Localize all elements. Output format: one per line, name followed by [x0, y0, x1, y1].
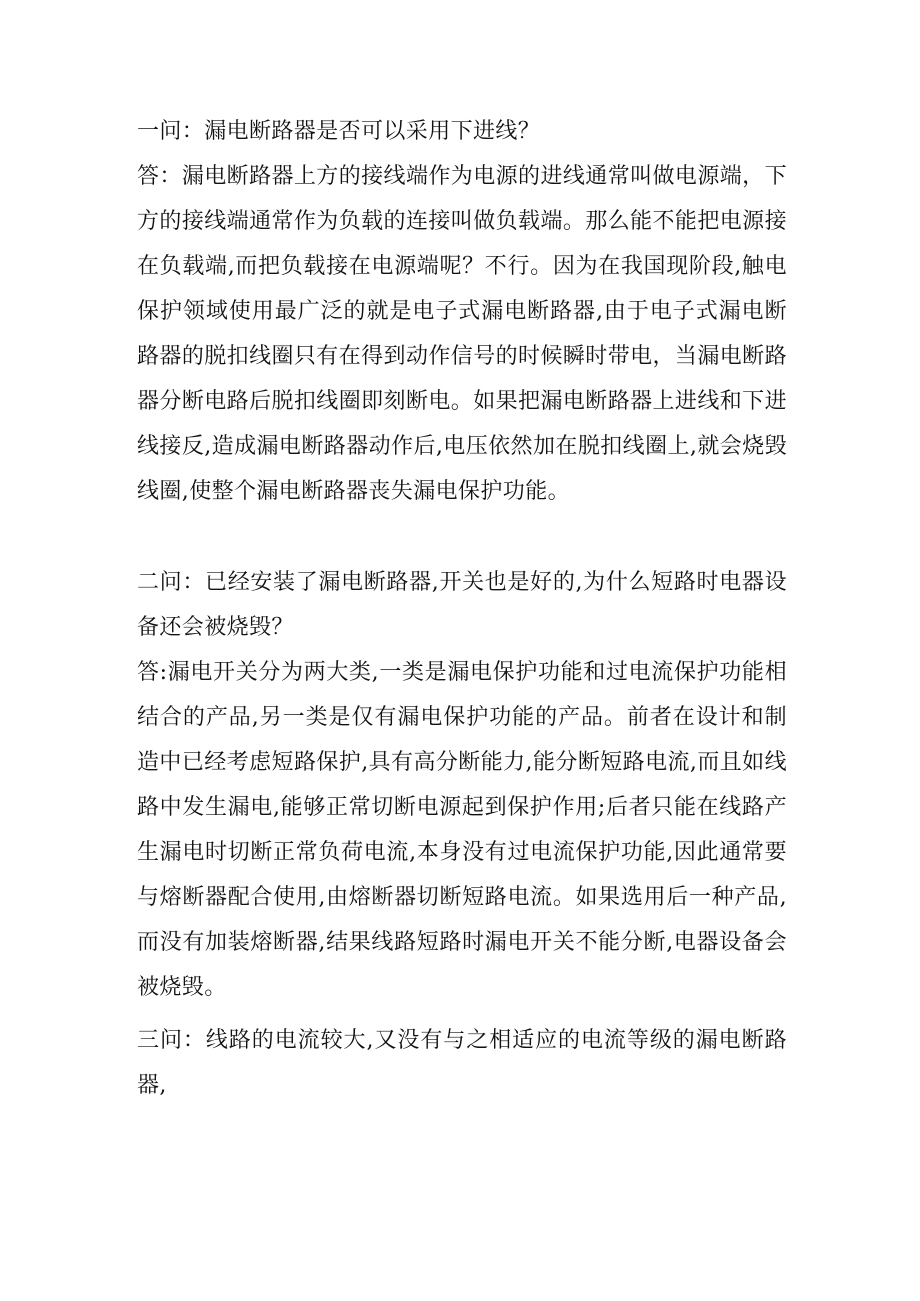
answer-2: 答:漏电开关分为两大类,一类是漏电保护功能和过电流保护功能相结合的产品,另一类是仅有漏电保护功能的产品。前者在设计和制造中已经考虑短路保护,具有高分断能力,能分断短路电流,而且如线路中发生漏电,能够正常切断电源起到保护作用;后者只能在线路产生漏电时切断正常负荷电流,本身没有过电流保护功能,因此通常要与熔断器配合使用,由熔断器切断短路电流。如果选用后一种产品,而没有加装熔断器,结果线路短路时漏电开关不能分断,电器设备会被烧毁。	[137, 660, 787, 1000]
question-2: 二问：已经安装了漏电断路器,开关也是好的,为什么短路时电器设备还会被烧毁？	[137, 570, 787, 640]
document-body	[137, 109, 787, 1108]
section-gap	[137, 514, 787, 560]
question-3: 三问：线路的电流较大,又没有与之相适应的电流等级的漏电断路器,	[137, 1028, 787, 1098]
question-1: 一问：漏电断路器是否可以采用下进线？	[137, 119, 541, 144]
answer-1: 答：漏电断路器上方的接线端作为电源的进线通常叫做电源端，下方的接线端通常作为负载的连接叫做负载端。那么能不能把电源接在负载端,而把负载接在电源端呢？不行。因为在我国现阶段,触电保护领域使用最广泛的就是电子式漏电断路器,由于电子式漏电断路器的脱扣线圈只有在得到动作信号的时候瞬时带电，当漏电断路器分断电路后脱扣线圈即刻断电。如果把漏电断路器上进线和下进线接反,造成漏电断路器动作后,电压依然加在脱扣线圈上,就会烧毁线圈,使整个漏电断路器丧失漏电保护功能。	[137, 164, 787, 504]
section-gap	[137, 1010, 787, 1018]
